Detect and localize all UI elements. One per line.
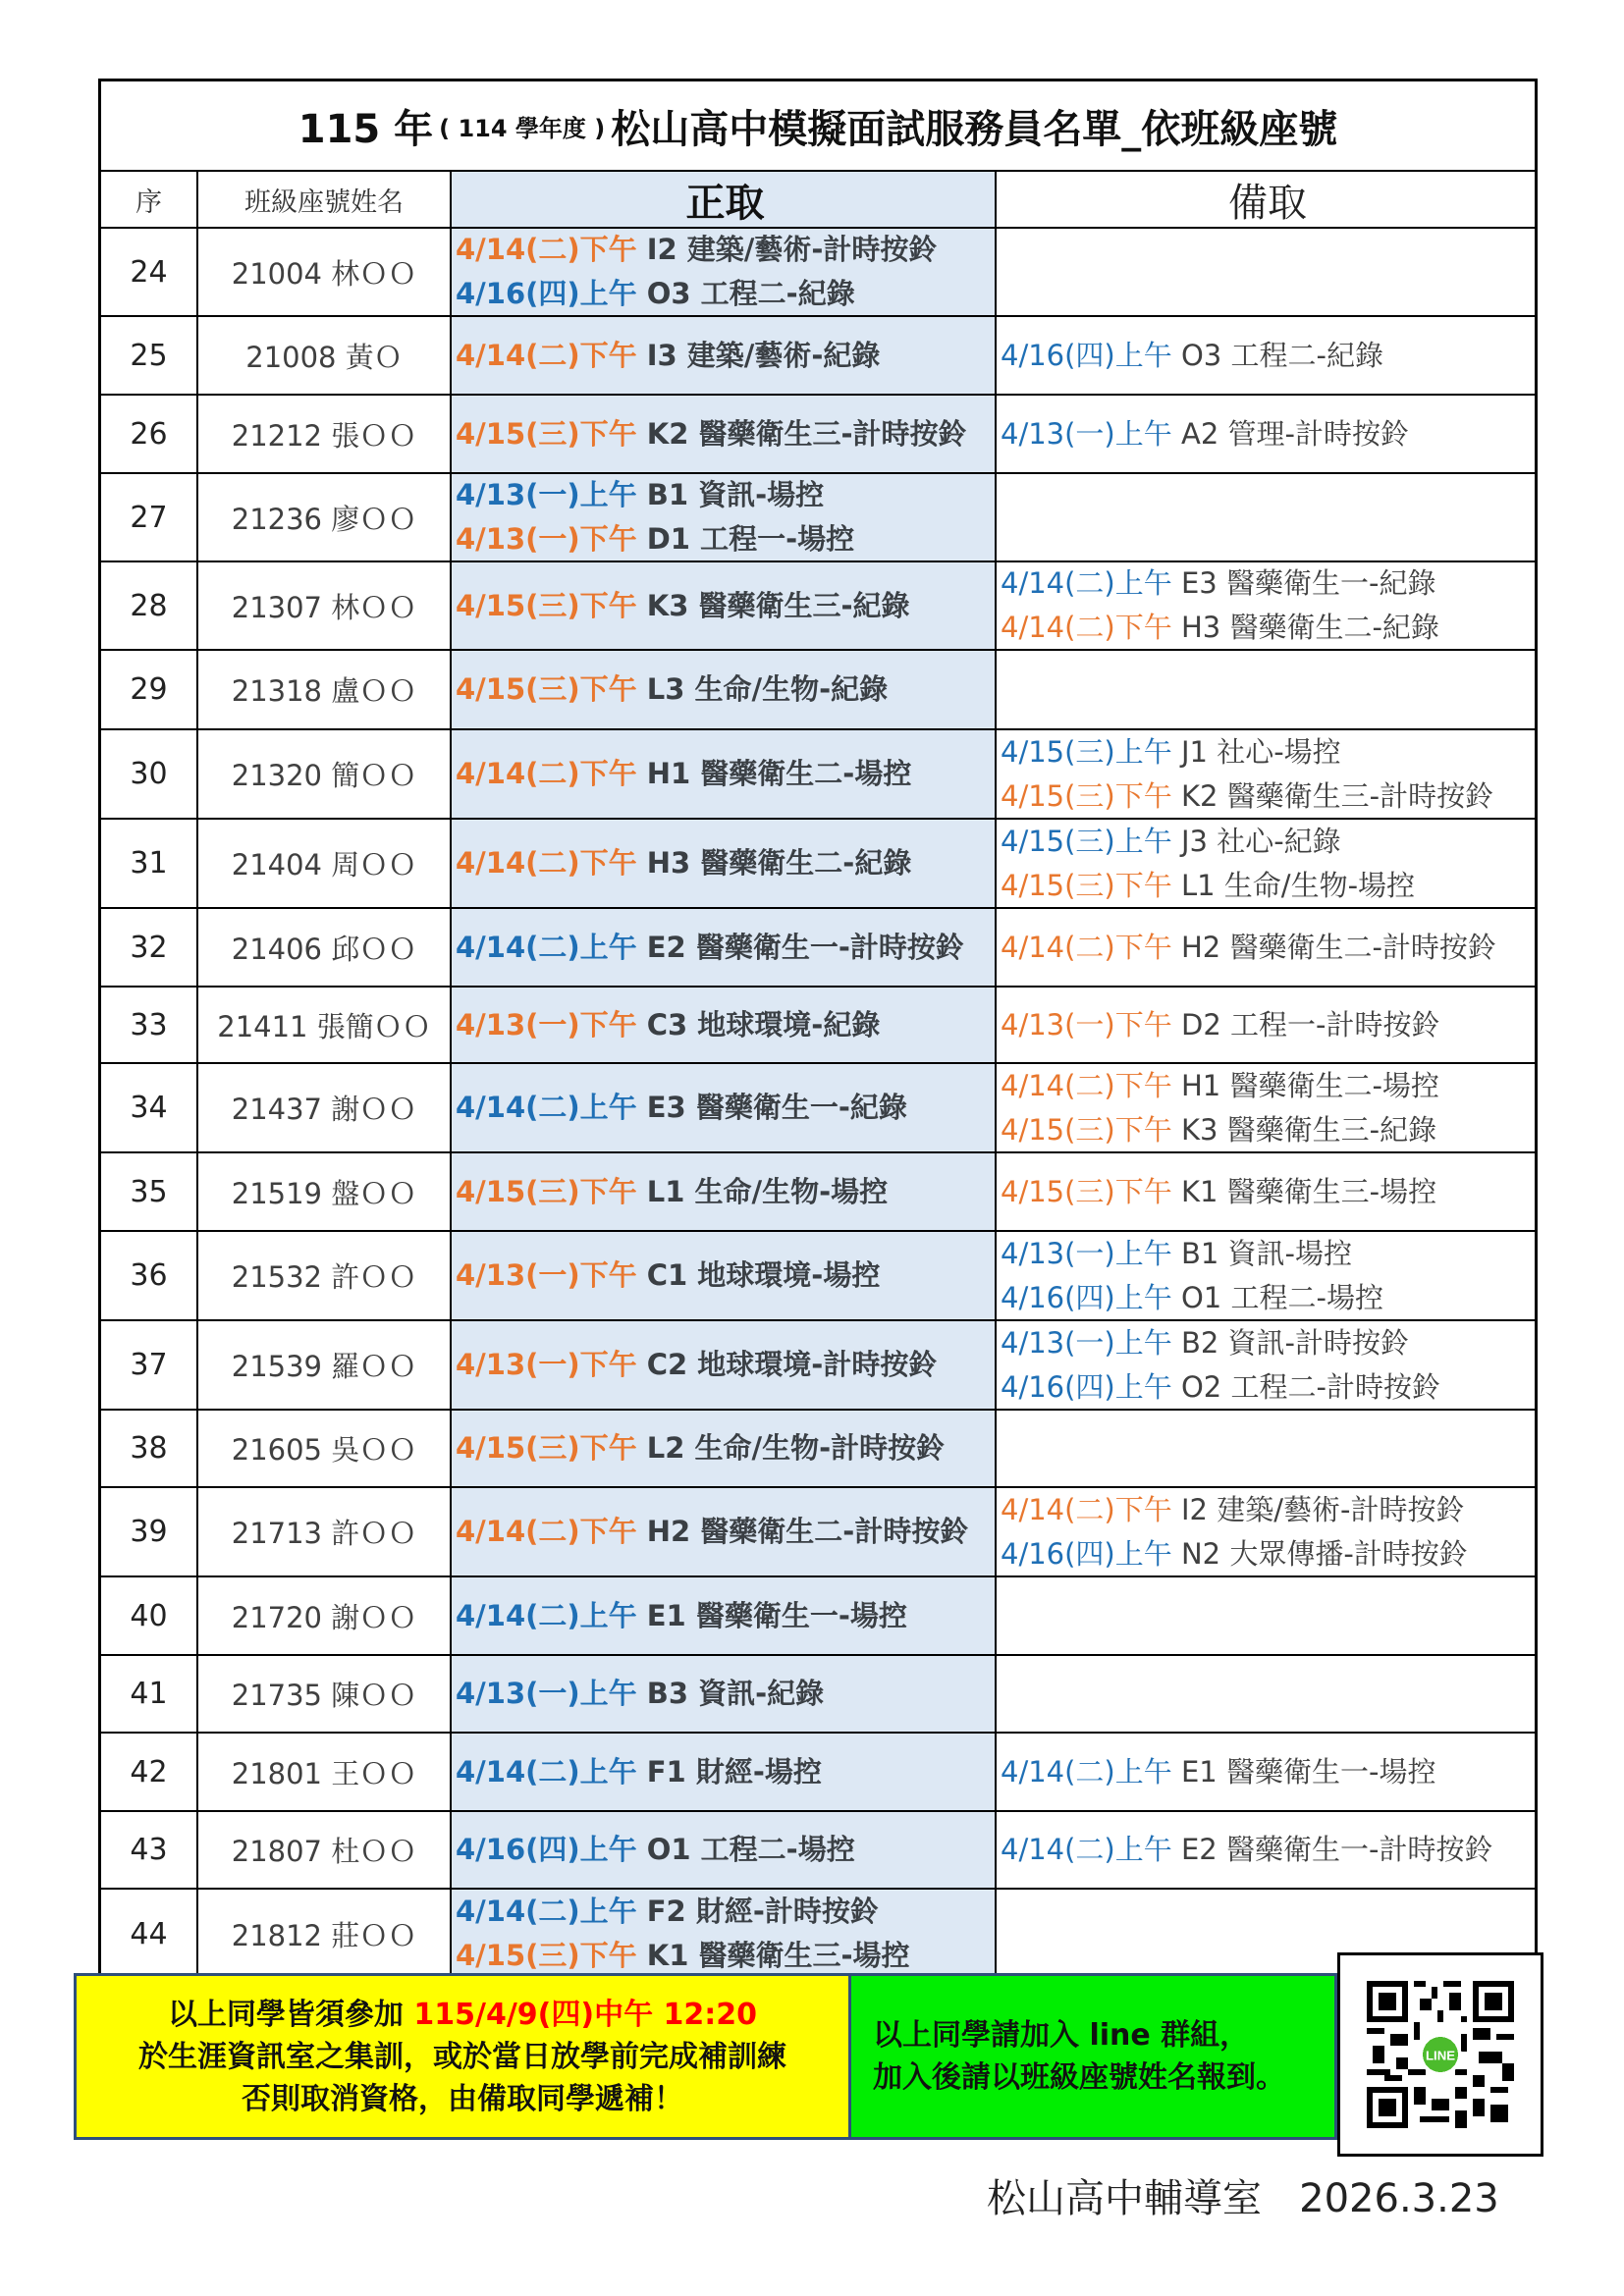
primary-assignment: [456, 1934, 910, 1978]
session-datetime: 4/16(四)上午: [1001, 1536, 1172, 1571]
session-datetime: 4/14(二)下午: [1001, 611, 1172, 644]
primary-cell: [452, 909, 997, 986]
primary-assignment: [456, 1594, 907, 1638]
table-body: [101, 229, 1535, 1978]
session-datetime: 4/13(一)上午: [1001, 1325, 1172, 1360]
seq-cell: 38: [101, 1411, 198, 1486]
session-datetime: 4/13(一)上午: [1001, 1236, 1172, 1270]
primary-assignment: [456, 752, 911, 796]
student-cell: 21605 吳ＯＯ: [198, 1411, 452, 1486]
session-datetime: 4/14(二)上午: [456, 1754, 637, 1789]
student-cell: 21713 許ＯＯ: [198, 1488, 452, 1575]
table-row: [101, 317, 1535, 396]
station-role: C3 地球環境-紀錄: [636, 1007, 881, 1041]
student-cell: 21404 周ＯＯ: [198, 820, 452, 907]
primary-cell: [452, 730, 997, 818]
student-cell: 21411 張簡ＯＯ: [198, 988, 452, 1062]
backup-assignment: [1001, 1750, 1435, 1794]
station-role: E3 醫藥衛生一-紀錄: [636, 1091, 907, 1124]
session-datetime: 4/14(二)上午: [1001, 566, 1172, 600]
session-datetime: 4/15(三)下午: [1001, 778, 1172, 813]
student-cell: 21008 黃Ｏ: [198, 317, 452, 394]
station-role: A2 管理-計時按鈴: [1171, 416, 1409, 451]
table-row: [101, 562, 1535, 651]
student-cell: 21812 莊ＯＯ: [198, 1890, 452, 1978]
training-notice-line2: 於生涯資訊室之集訓，或於當日放學前完成補訓練: [138, 2039, 786, 2074]
header-seq: 序: [101, 172, 198, 227]
table-row: [101, 1064, 1535, 1153]
primary-cell: [452, 1577, 997, 1654]
backup-assignment: [1001, 820, 1341, 864]
seq-cell: 35: [101, 1153, 198, 1230]
seq-cell: 29: [101, 651, 198, 728]
primary-cell: [452, 1656, 997, 1732]
station-role: E2 醫藥衛生一-計時按鈴: [636, 930, 964, 964]
station-role: L1 生命/生物-場控: [1171, 868, 1416, 902]
signature-office: 松山高中輔導室: [987, 2176, 1262, 2221]
station-role: K2 醫藥衛生三-計時按鈴: [1171, 778, 1494, 813]
signature: [987, 2167, 1499, 2223]
station-role: E1 醫藥衛生一-場控: [636, 1598, 907, 1632]
station-role: J3 社心-紀錄: [1171, 824, 1341, 858]
seq-cell: 40: [101, 1577, 198, 1654]
seq-cell: 25: [101, 317, 198, 394]
backup-cell: [997, 1488, 1535, 1575]
station-role: O2 工程二-計時按鈴: [1171, 1369, 1440, 1404]
primary-assignment: [456, 926, 964, 970]
session-datetime: 4/14(二)上午: [1001, 1833, 1172, 1866]
student-cell: 21406 邱ＯＯ: [198, 909, 452, 986]
seq-cell: 39: [101, 1488, 198, 1575]
table-row: [101, 651, 1535, 730]
seq-cell: 32: [101, 909, 198, 986]
primary-cell: [452, 1064, 997, 1151]
backup-assignment: [1001, 1321, 1409, 1365]
station-role: I2 建築/藝術-計時按鈴: [636, 233, 938, 266]
backup-cell: [997, 651, 1535, 728]
session-datetime: 4/15(三)下午: [456, 1174, 637, 1208]
session-datetime: 4/15(三)上午: [1001, 824, 1172, 858]
session-datetime: 4/13(一)下午: [456, 1348, 637, 1381]
seq-cell: 34: [101, 1064, 198, 1151]
table-row: [101, 1321, 1535, 1411]
student-cell: 21307 林ＯＯ: [198, 562, 452, 649]
station-role: K1 醫藥衛生三-場控: [1171, 1174, 1437, 1208]
signature-date: 2026.3.23: [1299, 2176, 1499, 2221]
student-cell: 21801 王ＯＯ: [198, 1734, 452, 1810]
backup-assignment: [1001, 774, 1493, 819]
primary-assignment: [456, 473, 824, 517]
backup-assignment: [1001, 1003, 1439, 1047]
station-role: H3 醫藥衛生二-紀錄: [1171, 611, 1439, 644]
backup-cell: [997, 474, 1535, 561]
station-role: F1 財經-場控: [636, 1754, 822, 1789]
primary-assignment: [456, 1828, 855, 1872]
primary-cell: [452, 1734, 997, 1810]
session-datetime: 4/13(一)上午: [456, 1677, 637, 1710]
table-row: [101, 1890, 1535, 1978]
table-row: [101, 1577, 1535, 1656]
seq-cell: 30: [101, 730, 198, 818]
header-student: 班級座號姓名: [198, 172, 452, 227]
backup-assignment: [1001, 730, 1341, 774]
backup-assignment: [1001, 1170, 1436, 1214]
primary-cell: [452, 474, 997, 561]
session-datetime: 4/16(四)上午: [1001, 338, 1172, 372]
backup-assignment: [1001, 334, 1383, 378]
backup-assignment: [1001, 1276, 1383, 1320]
session-datetime: 4/14(二)上午: [1001, 1754, 1172, 1789]
primary-assignment: [456, 334, 880, 378]
backup-cell: [997, 820, 1535, 907]
student-cell: 21236 廖ＯＯ: [198, 474, 452, 561]
seq-cell: 31: [101, 820, 198, 907]
backup-assignment: [1001, 561, 1435, 606]
station-role: K2 醫藥衛生三-計時按鈴: [636, 416, 967, 451]
seq-cell: 43: [101, 1812, 198, 1888]
seq-cell: 28: [101, 562, 198, 649]
student-cell: 21519 盤ＯＯ: [198, 1153, 452, 1230]
backup-assignment: [1001, 1532, 1468, 1576]
session-datetime: 4/16(四)上午: [1001, 1280, 1172, 1314]
station-role: E1 醫藥衛生一-場控: [1171, 1754, 1436, 1789]
backup-assignment: [1001, 1365, 1440, 1410]
backup-assignment: [1001, 1488, 1464, 1532]
station-role: E2 醫藥衛生一-計時按鈴: [1171, 1833, 1493, 1866]
primary-assignment: [456, 272, 855, 316]
session-datetime: 4/14(二)下午: [1001, 930, 1172, 964]
primary-cell: [452, 1488, 997, 1575]
header-primary: 正取: [452, 172, 997, 227]
student-cell: 21437 謝ＯＯ: [198, 1064, 452, 1151]
student-cell: 21212 張ＯＯ: [198, 396, 452, 472]
session-datetime: 4/16(四)上午: [456, 277, 637, 310]
table-row: [101, 1656, 1535, 1734]
header-backup: 備取: [1228, 180, 1307, 226]
seq-cell: 44: [101, 1890, 198, 1978]
backup-cell: [997, 1411, 1535, 1486]
station-role: C1 地球環境-場控: [636, 1258, 881, 1292]
primary-assignment: [456, 517, 854, 561]
station-role: I2 建築/藝術-計時按鈴: [1171, 1492, 1465, 1526]
primary-cell: [452, 562, 997, 649]
session-datetime: 4/15(三)下午: [456, 588, 637, 622]
session-datetime: 4/14(二)下午: [456, 846, 637, 880]
primary-cell: [452, 988, 997, 1062]
title-school-year: ( 114 學年度 ): [439, 114, 606, 142]
table-row: [101, 909, 1535, 988]
station-role: O3 工程二-紀錄: [1171, 338, 1383, 372]
table-row: [101, 1488, 1535, 1577]
student-cell: 21720 謝ＯＯ: [198, 1577, 452, 1654]
station-role: B3 資訊-紀錄: [636, 1677, 825, 1710]
session-datetime: 4/15(三)下午: [456, 1431, 637, 1465]
backup-cell: [997, 909, 1535, 986]
line-qr-code[interactable]: [1337, 1952, 1543, 2157]
backup-cell: [997, 1812, 1535, 1888]
primary-cell: [452, 651, 997, 728]
primary-cell: [452, 1812, 997, 1888]
primary-assignment: [456, 841, 911, 885]
station-role: H1 醫藥衛生二-場控: [1171, 1068, 1439, 1102]
station-role: E3 醫藥衛生一-紀錄: [1171, 566, 1436, 600]
station-role: B1 資訊-場控: [1171, 1236, 1353, 1270]
session-datetime: 4/13(一)下午: [456, 1007, 637, 1041]
table-row: [101, 1153, 1535, 1232]
table-row: [101, 396, 1535, 474]
backup-cell: [997, 1153, 1535, 1230]
backup-cell: [997, 1656, 1535, 1732]
student-cell: 21320 簡ＯＯ: [198, 730, 452, 818]
table-row: [101, 474, 1535, 562]
station-role: H1 醫藥衛生二-場控: [636, 757, 912, 790]
primary-cell: [452, 1321, 997, 1409]
primary-cell: [452, 229, 997, 315]
student-cell: 21735 陳ＯＯ: [198, 1656, 452, 1732]
session-datetime: 4/14(二)上午: [456, 1895, 637, 1928]
backup-assignment: [1001, 864, 1415, 908]
table-row: [101, 988, 1535, 1064]
session-datetime: 4/15(三)下午: [456, 672, 637, 706]
backup-assignment: [1001, 412, 1409, 456]
station-role: C2 地球環境-計時按鈴: [636, 1348, 938, 1381]
backup-cell: [997, 988, 1535, 1062]
training-notice: [74, 1973, 851, 2140]
training-notice-line3: 否則取消資格，由備取同學遞補！: [242, 2081, 683, 2116]
station-role: O1 工程二-場控: [636, 1833, 855, 1866]
title-main: 松山高中模擬面試服務員名單_依班級座號: [611, 106, 1338, 152]
primary-assignment: [456, 412, 967, 456]
session-datetime: 4/13(一)下午: [456, 1258, 637, 1292]
station-role: D1 工程一-場控: [636, 522, 855, 556]
session-datetime: 4/14(二)下午: [456, 233, 637, 266]
seq-cell: 26: [101, 396, 198, 472]
backup-cell: [997, 1321, 1535, 1409]
table-row: [101, 1411, 1535, 1488]
primary-assignment: [456, 1890, 879, 1934]
table-row: [101, 730, 1535, 820]
primary-assignment: [456, 1426, 945, 1470]
backup-assignment: [1001, 1064, 1439, 1108]
primary-cell: [452, 820, 997, 907]
station-role: F2 財經-計時按鈴: [636, 1895, 879, 1928]
table-row: [101, 1734, 1535, 1812]
primary-cell: [452, 1411, 997, 1486]
table-header: [101, 172, 1535, 229]
backup-cell: [997, 730, 1535, 818]
seq-cell: 41: [101, 1656, 198, 1732]
station-role: H2 醫藥衛生二-計時按鈴: [1171, 930, 1496, 964]
backup-cell: [997, 317, 1535, 394]
station-role: H2 醫藥衛生二-計時按鈴: [636, 1515, 969, 1548]
backup-assignment: [1001, 1108, 1436, 1152]
table-row: [101, 1812, 1535, 1890]
session-datetime: 4/15(三)下午: [1001, 1112, 1172, 1147]
student-cell: 21004 林ＯＯ: [198, 229, 452, 315]
primary-assignment: [456, 1170, 888, 1214]
session-datetime: 4/13(一)下午: [456, 522, 637, 556]
session-datetime: 4/15(三)下午: [456, 416, 637, 451]
station-role: L3 生命/生物-紀錄: [636, 672, 889, 706]
session-datetime: 4/14(二)上午: [456, 930, 637, 964]
station-role: B2 資訊-計時按鈴: [1171, 1325, 1410, 1360]
seq-cell: 27: [101, 474, 198, 561]
station-role: N2 大眾傳播-計時按鈴: [1171, 1536, 1468, 1571]
station-role: L1 生命/生物-場控: [636, 1174, 889, 1208]
training-datetime: 115/4/9(四)中午 12:20: [413, 1997, 758, 2032]
station-role: L2 生命/生物-計時按鈴: [636, 1431, 946, 1465]
primary-assignment: [456, 1510, 968, 1554]
primary-assignment: [456, 584, 910, 628]
session-datetime: 4/15(三)下午: [1001, 1174, 1172, 1208]
session-datetime: 4/15(三)上午: [1001, 734, 1172, 769]
session-datetime: 4/15(三)下午: [1001, 868, 1172, 902]
primary-cell: [452, 396, 997, 472]
primary-assignment: [456, 1003, 880, 1047]
student-cell: 21807 杜ＯＯ: [198, 1812, 452, 1888]
table-row: [101, 820, 1535, 909]
seq-cell: 42: [101, 1734, 198, 1810]
backup-assignment: [1001, 926, 1496, 970]
station-role: O3 工程二-紀錄: [636, 277, 855, 310]
primary-assignment: [456, 1343, 937, 1387]
table-row: [101, 229, 1535, 317]
station-role: I3 建築/藝術-紀錄: [636, 338, 881, 372]
backup-cell: [997, 1064, 1535, 1151]
roster-table: [98, 79, 1538, 1981]
session-datetime: 4/14(二)下午: [1001, 1068, 1172, 1102]
seq-cell: 24: [101, 229, 198, 315]
line-group-notice: [851, 1973, 1337, 2140]
session-datetime: 4/13(一)上午: [1001, 416, 1172, 451]
backup-cell: [997, 1577, 1535, 1654]
table-row: [101, 1232, 1535, 1321]
backup-cell: [997, 1232, 1535, 1319]
student-cell: 21539 羅ＯＯ: [198, 1321, 452, 1409]
student-cell: 21532 許ＯＯ: [198, 1232, 452, 1319]
session-datetime: 4/16(四)上午: [1001, 1369, 1172, 1404]
station-role: K1 醫藥衛生三-場控: [636, 1939, 910, 1972]
notice-text: 以上同學皆須參加: [167, 1997, 414, 2032]
station-role: H3 醫藥衛生二-紀錄: [636, 846, 912, 880]
training-notice-line1: [168, 1994, 757, 2036]
seq-cell: 33: [101, 988, 198, 1062]
seq-cell: 36: [101, 1232, 198, 1319]
session-datetime: 4/14(二)上午: [456, 1598, 637, 1632]
backup-cell: [997, 1734, 1535, 1810]
backup-cell: [997, 229, 1535, 315]
station-role: B1 資訊-場控: [636, 478, 825, 511]
session-datetime: 4/14(二)下午: [1001, 1492, 1172, 1526]
backup-cell: [997, 562, 1535, 649]
station-role: K3 醫藥衛生三-紀錄: [636, 588, 910, 622]
primary-cell: [452, 1890, 997, 1978]
qr-code-icon: [1367, 1981, 1514, 2128]
session-datetime: 4/14(二)下午: [456, 338, 637, 372]
station-role: K3 醫藥衛生三-紀錄: [1171, 1112, 1437, 1147]
session-datetime: 4/14(二)下午: [456, 757, 637, 790]
primary-assignment: [456, 667, 888, 712]
backup-assignment: [1001, 1232, 1352, 1276]
session-datetime: 4/14(二)上午: [456, 1091, 637, 1124]
seq-cell: 37: [101, 1321, 198, 1409]
line-notice-line1: 以上同學請加入 line 群組，: [873, 2018, 1250, 2053]
backup-assignment: [1001, 1828, 1492, 1872]
session-datetime: 4/14(二)下午: [456, 1515, 637, 1548]
backup-cell: [997, 396, 1535, 472]
line-notice-line2: 加入後請以班級座號姓名報到。: [873, 2060, 1285, 2095]
page-title: [101, 81, 1535, 172]
session-datetime: 4/13(一)下午: [1001, 1007, 1172, 1041]
session-datetime: 4/16(四)上午: [456, 1833, 637, 1866]
primary-cell: [452, 317, 997, 394]
station-role: J1 社心-場控: [1171, 734, 1341, 769]
primary-assignment: [456, 228, 937, 272]
primary-cell: [452, 1232, 997, 1319]
primary-assignment: [456, 1254, 880, 1298]
line-logo: LINE: [1425, 2048, 1456, 2063]
student-cell: 21318 盧ＯＯ: [198, 651, 452, 728]
session-datetime: 4/13(一)上午: [456, 478, 637, 511]
station-role: O1 工程二-場控: [1171, 1280, 1383, 1314]
primary-cell: [452, 1153, 997, 1230]
backup-assignment: [1001, 606, 1439, 650]
primary-assignment: [456, 1672, 824, 1716]
session-datetime: 4/15(三)下午: [456, 1939, 637, 1972]
primary-assignment: [456, 1086, 907, 1130]
title-year: 115 年: [298, 106, 434, 152]
primary-assignment: [456, 1750, 822, 1794]
station-role: D2 工程一-計時按鈴: [1171, 1007, 1440, 1041]
